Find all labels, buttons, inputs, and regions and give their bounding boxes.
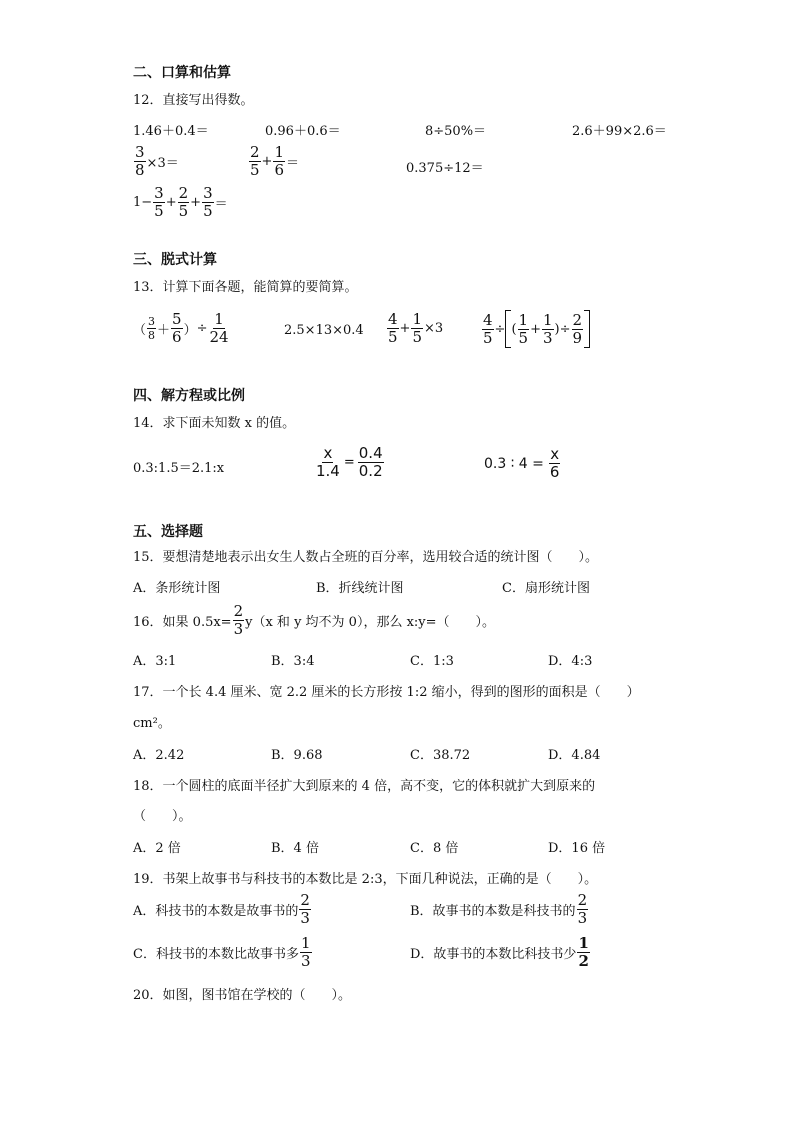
fraction: $\frac{4}{5}$ [388,310,398,346]
choice-option[interactable]: D．4.84 [548,748,601,763]
choice-option[interactable] [133,936,313,969]
proportion-2 [314,446,385,479]
section-title: 四、解方程或比例 [133,388,245,404]
operator: ÷ [559,321,571,337]
question-prompt-continued: cm²。 [133,716,171,731]
choice-option[interactable]: A．2.42 [133,748,185,763]
operator: ÷ [494,321,506,337]
expression-3 [386,312,443,345]
paren: ) [554,321,560,337]
calc-lead: 1− [133,195,153,210]
section-title: 三、脱式计算 [133,252,217,268]
choice-option[interactable]: A．3:1 [133,654,177,669]
proportion-1: 0.3:1.5＝2.1:x [133,461,225,476]
section-title: 二、口算和估算 [133,65,231,81]
fraction: $\frac{2}{5}$ [250,143,260,179]
operator: ＋ [157,323,171,338]
operator: ÷ [196,321,208,336]
proportion-lead: 0.3 ∶ 4 = [484,455,544,472]
fraction: $\frac{3}{8}$ [135,143,145,179]
prompt-rest: y（x 和 y 均不为 0），那么 x:y=（ ）。 [245,615,496,630]
calc-rest: ×3＝ [146,156,179,171]
proportion-3 [484,447,561,480]
fraction: $\frac{3}{5}$ [154,184,164,220]
choice-option[interactable]: A．条形统计图 [133,581,221,596]
fraction: $\frac{1}{5}$ [412,310,422,346]
choice-text: B．故事书的本数是科技书的 [410,904,576,919]
choice-option[interactable]: C．1:3 [410,654,454,669]
fraction: $\frac{2}{3}$ [233,602,244,638]
fraction: $\frac{1}{5}$ [518,310,529,347]
choice-option[interactable] [410,936,591,969]
fraction: $\frac{1}{24}$ [209,310,229,346]
question-prompt-continued: （ ）。 [133,809,192,824]
question-prompt: 13．计算下面各题，能简算的要简算。 [133,280,358,295]
calc-item [248,145,299,178]
fraction: $\frac{2}{3}$ [577,891,588,927]
choice-option[interactable]: A．2 倍 [133,841,181,856]
question-prompt: 20．如图，图书馆在学校的（ ）。 [133,988,352,1003]
fraction: $\frac{x}{1.4}$ [316,444,340,480]
choice-option[interactable]: D．16 倍 [548,841,606,856]
calc-item: 0.96＋0.6＝ [265,124,341,139]
section-title: 五、选择题 [133,524,203,540]
operator: + [261,154,273,169]
operator: + [399,321,411,336]
fraction: $\frac{3}{8}$ [148,315,156,342]
choice-text: D．故事书的本数比科技书少 [410,947,577,962]
choice-option[interactable] [410,893,589,926]
question-prompt: 15．要想清楚地表示出女生人数占全班的百分率，选用较合适的统计图（ ）。 [133,550,599,565]
question-prompt [133,604,495,637]
fraction: $\frac{3}{5}$ [203,184,213,220]
operator: + [190,195,202,210]
fraction: $\frac{1}{6}$ [274,143,284,179]
choice-option[interactable]: B．4 倍 [271,841,319,856]
fraction: $\frac{1}{3}$ [542,310,553,347]
operator: + [530,321,541,337]
operator: + [165,195,177,210]
choice-option[interactable] [133,893,312,926]
fraction: $\frac{4}{5}$ [483,310,493,347]
calc-item [133,145,179,178]
choice-text: C．科技书的本数比故事书多 [133,947,299,962]
question-prompt: 19．书架上故事书与科技书的本数比是 2:3，下面几种说法，正确的是（ ）。 [133,872,598,887]
calc-item: 8÷50%＝ [425,124,487,139]
calc-item: 2.6＋99×2.6＝ [572,124,667,139]
right-bracket [584,310,590,348]
calc-rest: ＝ [286,156,300,171]
paren: （ [133,323,147,338]
expression-1 [133,312,231,345]
fraction: $\frac{5}{6}$ [172,310,182,346]
choice-option[interactable]: B．3:4 [271,654,315,669]
paren: ） [183,323,197,338]
question-prompt: 14．求下面未知数 x 的值。 [133,416,296,431]
question-prompt: 12．直接写出得数。 [133,93,254,108]
question-prompt: 18．一个圆柱的底面半径扩大到原来的 4 倍，高不变，它的体积就扩大到原来的 [133,779,596,794]
choice-option[interactable]: C．38.72 [410,748,471,763]
expression-4 [481,310,590,348]
calc-item: 1.46＋0.4＝ [133,124,209,139]
calc-rest: ＝ [214,197,228,212]
choice-option[interactable]: B．9.68 [271,748,323,763]
choice-option[interactable]: D．4:3 [548,654,593,669]
fraction: $\frac{2}{3}$ [300,891,310,927]
calc-item [133,186,228,219]
expression-2: 2.5×13×0.4 [284,323,364,338]
fraction: $\frac{1}{2}$ [578,934,589,970]
choice-text: A．科技书的本数是故事书的 [133,904,299,919]
calc-item: 0.375÷12＝ [406,161,484,176]
choice-option[interactable]: C．扇形统计图 [502,581,590,596]
fraction: $\frac{1}{3}$ [300,934,311,970]
question-prompt: 17．一个长 4.4 厘米、宽 2.2 厘米的长方形按 1:2 缩小，得到的图形的面积是（ ） [133,685,640,700]
fraction: $\frac{2}{9}$ [572,310,583,347]
prompt-lead: 16．如果 0.5x= [133,615,232,630]
fraction: $\frac{2}{5}$ [178,184,189,220]
fraction: $\frac{0.4}{0.2}$ [358,444,383,480]
calc-rest: ×3 [424,321,444,336]
paren: ( [511,321,517,337]
operator: = [343,455,355,470]
fraction: $\frac{x}{6}$ [549,445,560,481]
choice-option[interactable]: C．8 倍 [410,841,459,856]
choice-option[interactable]: B．折线统计图 [316,581,404,596]
